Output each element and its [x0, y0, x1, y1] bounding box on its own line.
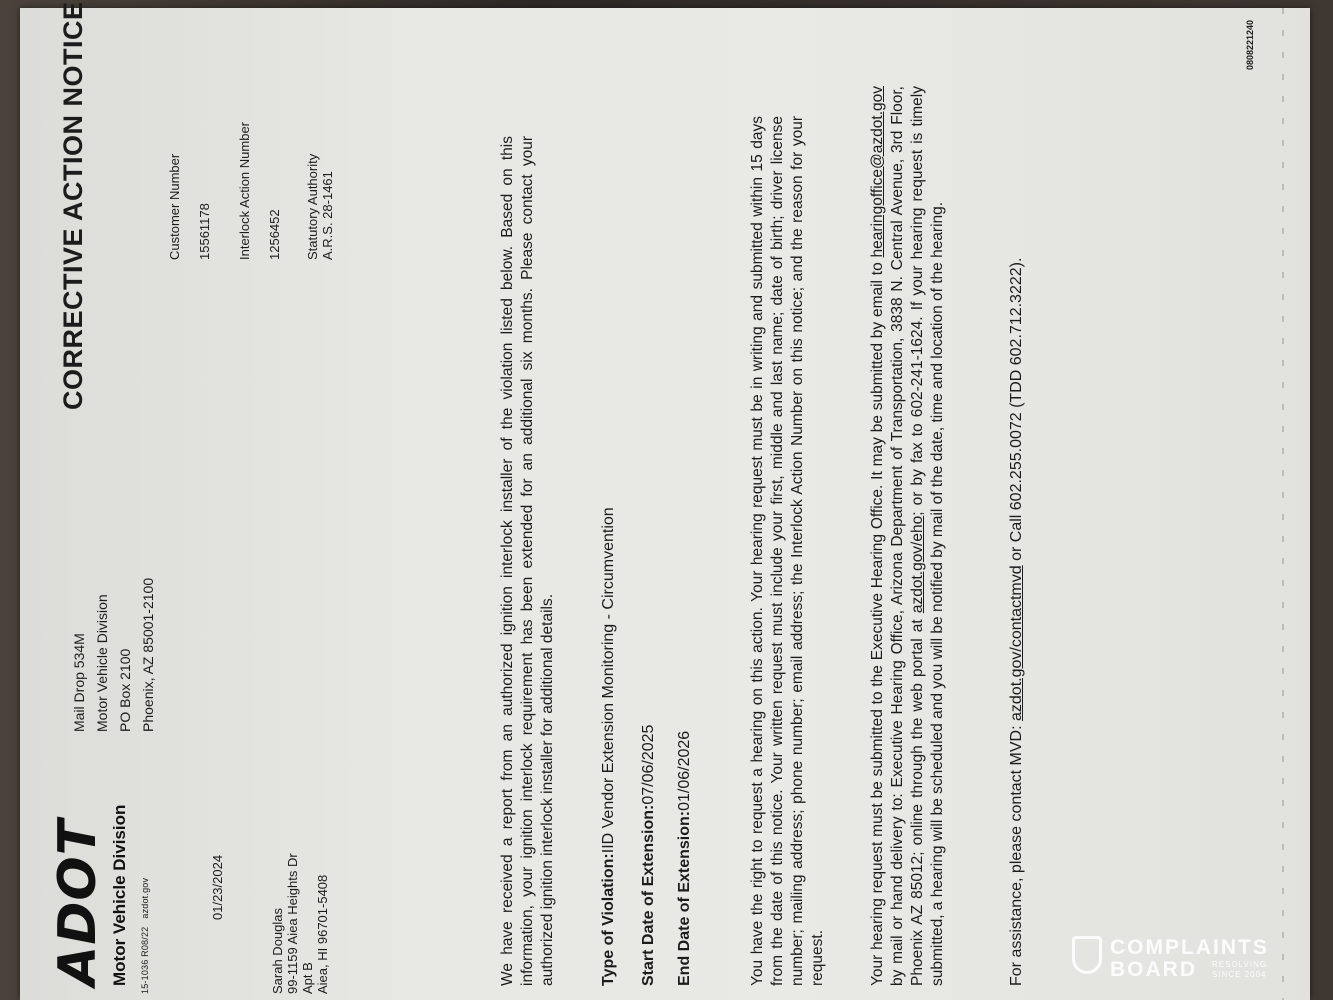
interlock-action-number: Interlock Action Number 1256452: [237, 121, 282, 260]
email-link[interactable]: hearingoffice@azdot.gov: [869, 86, 886, 258]
document-id: 0808221240: [1245, 19, 1255, 70]
adot-logo: ADOT: [48, 818, 108, 986]
customer-number: Customer Number 15561178: [167, 153, 212, 260]
end-date: End Date of Extension:01/06/2026: [676, 730, 693, 986]
shield-icon: [1072, 936, 1102, 974]
paper-sheet: [20, 1, 1310, 1000]
statutory-authority: Statutory Authority A.R.S. 28-1461: [305, 153, 335, 260]
violation-type: Type of Violation:IID Vendor Extension Monitoring - Circumvention: [600, 507, 617, 986]
page-title: CORRECTIVE ACTION NOTICE: [58, 1, 88, 410]
hearing-submission-paragraph: Your hearing request must be submitted to the Executive Hearing Office. It may be submitted by email to hearingoffice@azdot.gov by mail or hand delivery to: Executive Hearing Office, Arizona Department of Transportation, 3838 N. Central Avenue, 3rd Floor, Phoenix AZ 85012; online through the web portal at azdot.gov/eho; or by fax to 602-241-1624. If your hearing request is timely submitted, a hearing will be scheduled and you will be notified by mail of the date, time and location of the hearing.: [869, 86, 946, 986]
portal-link[interactable]: azdot.gov/eho: [909, 515, 926, 614]
notice-paragraph: We have received a report from an authorized ignition interlock installer of the violation listed below. Based on this information, your ignition interlock requirement has been extended for an additional six months. Please contact your authorized ignition interlock installer for additional details.: [499, 136, 556, 986]
hearing-rights-paragraph: You have the right to request a hearing on this action. Your hearing request must be in writing and submitted within 15 days from the date of this notice. Your written request must include your first, middle and last name; date of birth; driver license number; mailing address; phone number; email address; the Interlock Action Number on this notice; and the reason for your request.: [749, 116, 826, 986]
form-code: 15-1036 R08/22azdot.gov: [140, 877, 150, 994]
assistance-line: For assistance, please contact MVD: azdot.gov/contactmvd or Call 602.255.0072 (TDD 602.712.3222).: [1008, 257, 1025, 986]
website: azdot.gov: [140, 877, 150, 919]
contact-link[interactable]: azdot.gov/contactmvd: [1008, 565, 1025, 721]
division-name: Motor Vehicle Division: [110, 804, 129, 986]
notice-document: [20, 1, 1310, 1000]
return-address: Mail Drop 534M Motor Vehicle Division PO Box 2100 Phoenix, AZ 85001-2100: [71, 577, 156, 732]
perforation-edge: [1282, 8, 1284, 1000]
notice-date: 01/23/2024: [210, 854, 225, 920]
recipient-address: Sarah Douglas 99-1159 Aiea Heights Dr Apt B Aiea, HI 96701-5408: [270, 853, 330, 994]
start-date: Start Date of Extension:07/06/2025: [640, 724, 657, 986]
